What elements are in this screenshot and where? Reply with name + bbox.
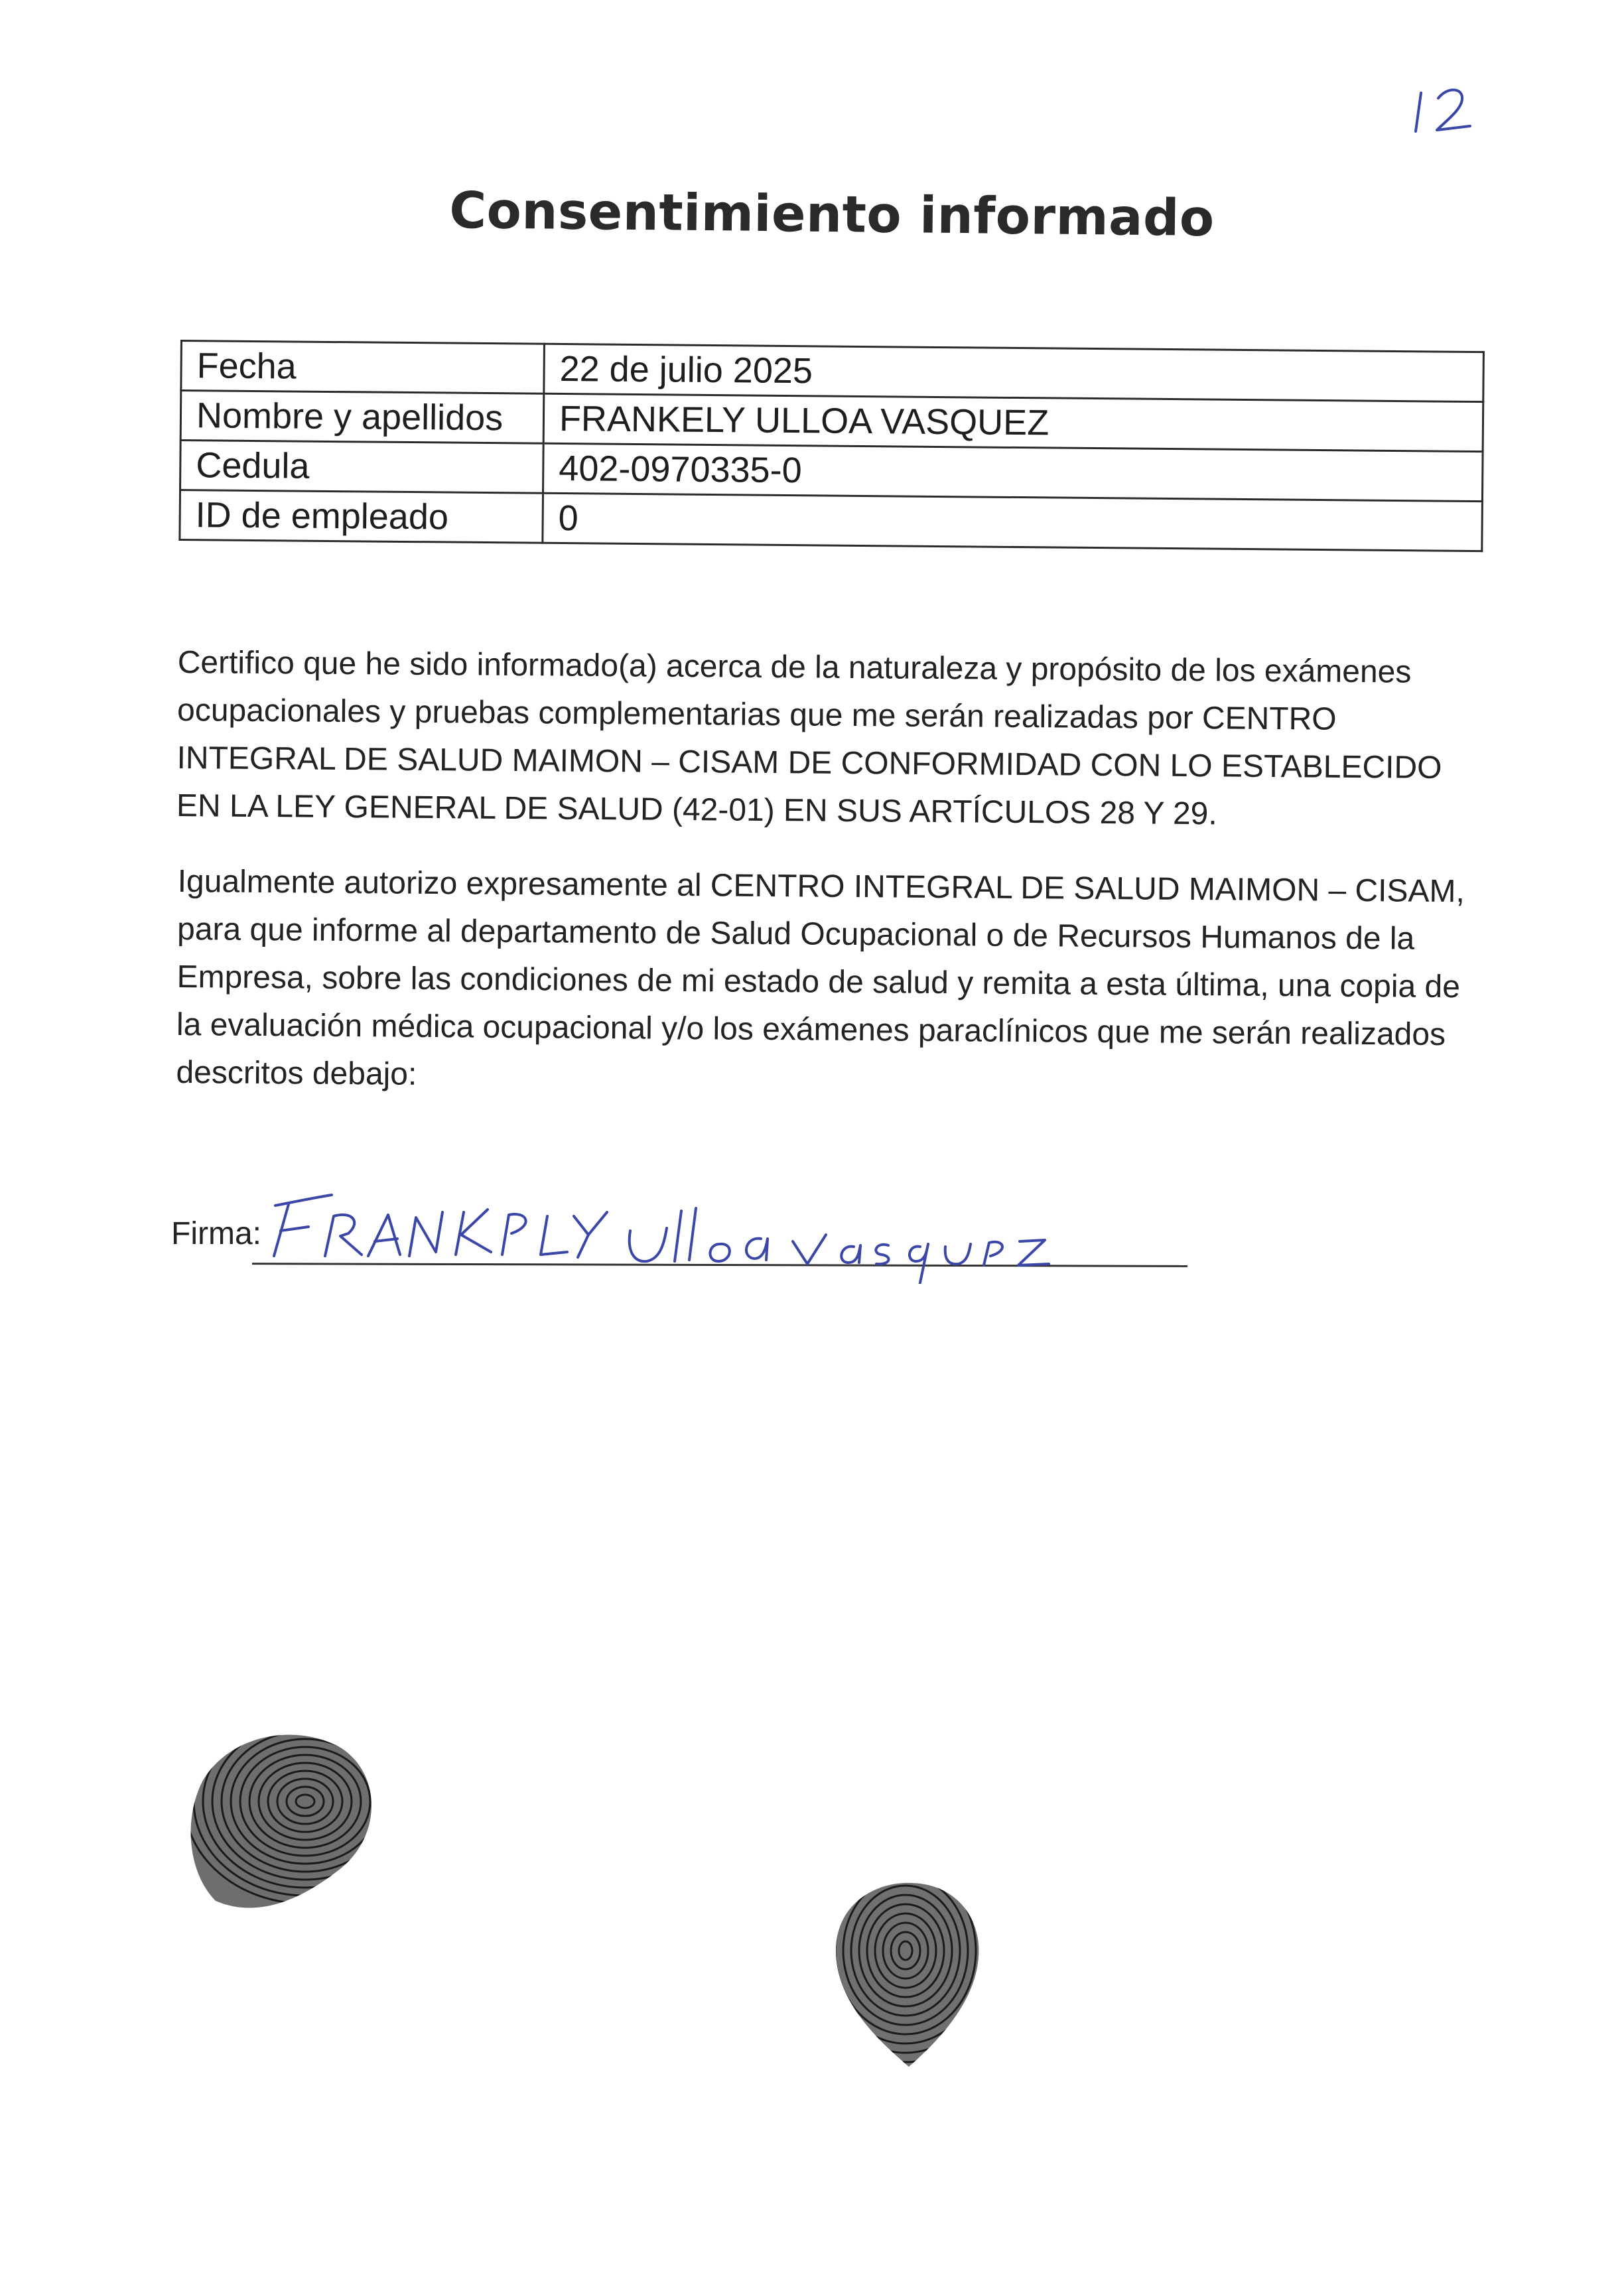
signature-icon xyxy=(262,1178,1058,1284)
row-label-id-empleado: ID de empleado xyxy=(180,490,543,543)
consent-paragraph-1: Certifico que he sido informado(a) acerca de la naturaleza y propósito de los exámenes ocupacionales y pruebas complementarias que me serán realizadas por CENTRO INTEGRAL DE SALUD MAIMON – CISAM DE CONFORMIDAD CON LO ESTABLECIDO EN LA LEY GENERAL DE SALUD (42-01) EN SUS ARTÍCULOS 28 Y 29. xyxy=(176,644,1442,832)
row-value-fecha: 22 de julio 2025 xyxy=(544,344,1484,401)
consent-paragraph-2: Igualmente autorizo expresamente al CENTRO INTEGRAL DE SALUD MAIMON – CISAM, para que informe al departamento de Salud Ocupacional o de Recursos Humanos de la Empresa, sobre las condiciones de mi estado de salud y remita a esta última, una copia de la evaluación médica ocupacional y/o los exámenes paraclínicos que me serán realizados descritos debajo: xyxy=(176,863,1465,1092)
row-value-id-empleado: 0 xyxy=(543,493,1483,551)
row-value-cedula: 402-0970335-0 xyxy=(543,443,1483,501)
row-label-cedula: Cedula xyxy=(180,441,544,494)
signature-label: Firma: xyxy=(171,1216,261,1251)
info-table xyxy=(178,340,1485,552)
handwritten-page-number-icon xyxy=(1406,80,1493,139)
page-number xyxy=(1406,80,1493,139)
row-value-nombre: FRANKELY ULLOA VASQUEZ xyxy=(543,393,1483,451)
fingerprint-icon xyxy=(182,1722,375,1917)
page-title: Consentimiento informado xyxy=(448,180,1215,248)
fingerprint-icon xyxy=(829,1878,985,2070)
handwritten-signature xyxy=(262,1178,1058,1284)
table-row xyxy=(180,490,1483,551)
row-label-nombre: Nombre y apellidos xyxy=(180,391,544,444)
row-label-fecha: Fecha xyxy=(181,341,545,394)
